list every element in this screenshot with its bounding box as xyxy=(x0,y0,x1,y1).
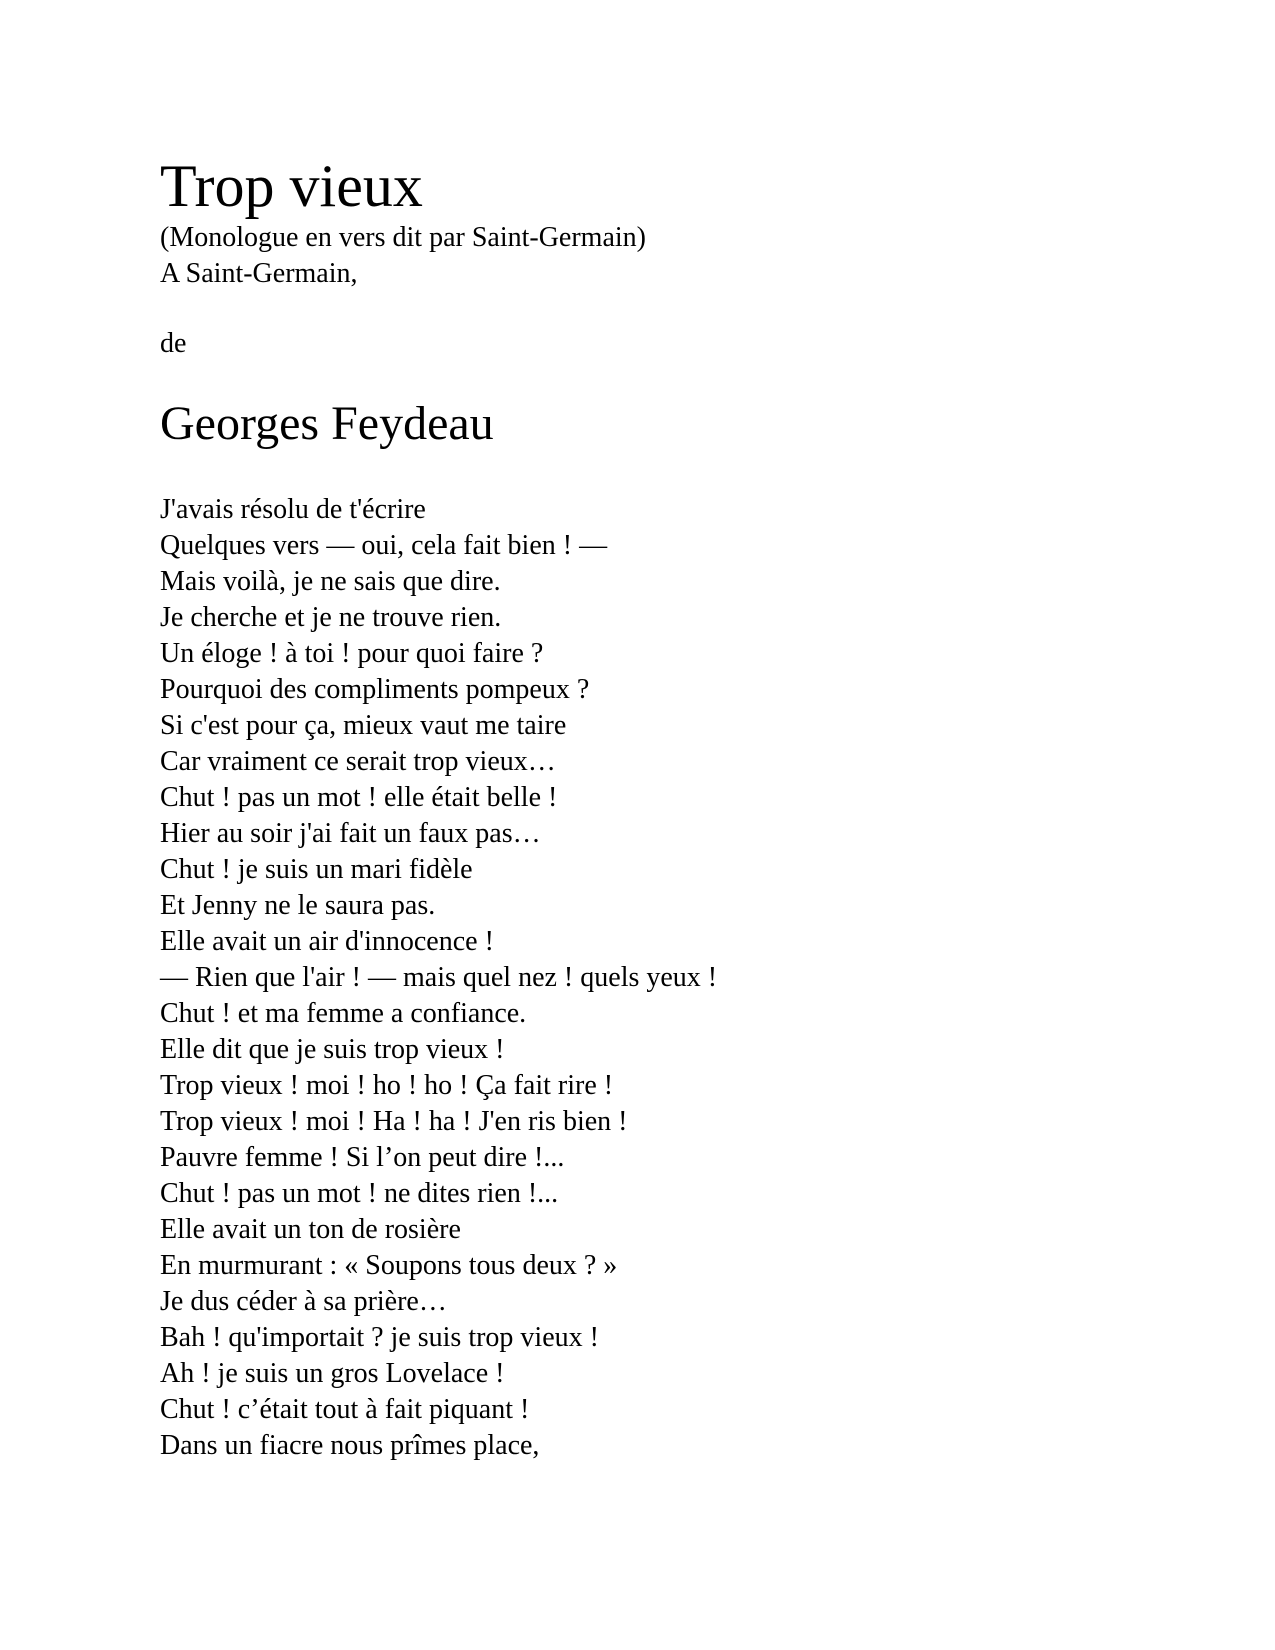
verse-line: Pauvre femme ! Si l’on peut dire !... xyxy=(160,1142,565,1173)
document-title: Trop vieux xyxy=(160,153,423,219)
document-page xyxy=(160,152,1160,1464)
dedication: A Saint-Germain, xyxy=(160,258,358,289)
verse-line: Je cherche et je ne trouve rien. xyxy=(160,602,502,633)
verse-line: Car vraiment ce serait trop vieux… xyxy=(160,746,556,777)
verse-line: — Rien que l'air ! — mais quel nez ! quels yeux ! xyxy=(160,962,718,993)
verse-line: Je dus céder à sa prière… xyxy=(160,1286,447,1317)
verse-line: Dans un fiacre nous prîmes place, xyxy=(160,1430,540,1461)
poem-verses xyxy=(160,492,1160,1464)
verse-line: J'avais résolu de t'écrire xyxy=(160,494,426,525)
verse-line: Chut ! pas un mot ! elle était belle ! xyxy=(160,782,558,813)
verse-line: Pourquoi des compliments pompeux ? xyxy=(160,674,590,705)
verse-line: Mais voilà, je ne sais que dire. xyxy=(160,566,501,597)
verse-line: Bah ! qu'importait ? je suis trop vieux ! xyxy=(160,1322,599,1353)
verse-line: Elle avait un air d'innocence ! xyxy=(160,926,494,957)
verse-line: Quelques vers — oui, cela fait bien ! — xyxy=(160,530,608,561)
verse-line: Chut ! je suis un mari fidèle xyxy=(160,854,473,885)
verse-line: Si c'est pour ça, mieux vaut me taire xyxy=(160,710,567,741)
verse-line: Trop vieux ! moi ! ho ! ho ! Ça fait rire ! xyxy=(160,1070,614,1101)
verse-line: Un éloge ! à toi ! pour quoi faire ? xyxy=(160,638,544,669)
author-name: Georges Feydeau xyxy=(160,397,494,450)
verse-line: Chut ! pas un mot ! ne dites rien !... xyxy=(160,1178,559,1209)
verse-line: Elle avait un ton de rosière xyxy=(160,1214,461,1245)
document-subtitle: (Monologue en vers dit par Saint-Germain) xyxy=(160,222,646,253)
verse-line: Et Jenny ne le saura pas. xyxy=(160,890,436,921)
byline: de xyxy=(160,328,187,359)
verse-line: Ah ! je suis un gros Lovelace ! xyxy=(160,1358,505,1389)
verse-line: En murmurant : « Soupons tous deux ? » xyxy=(160,1250,618,1281)
verse-line: Chut ! et ma femme a confiance. xyxy=(160,998,527,1029)
verse-line: Trop vieux ! moi ! Ha ! ha ! J'en ris bien ! xyxy=(160,1106,628,1137)
verse-line: Hier au soir j'ai fait un faux pas… xyxy=(160,818,541,849)
verse-line: Elle dit que je suis trop vieux ! xyxy=(160,1034,505,1065)
verse-line: Chut ! c’était tout à fait piquant ! xyxy=(160,1394,530,1425)
